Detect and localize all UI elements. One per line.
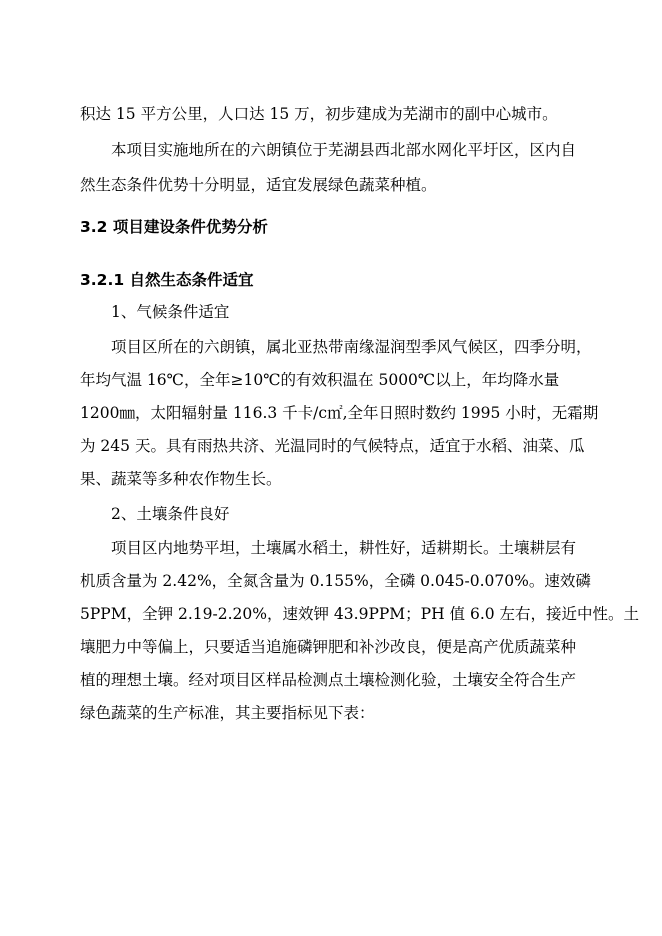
paragraph-line: 1200㎜，太阳辐射量 116.3 千卡/c㎡,全年日照时数约 1995 小时，无霜期	[80, 404, 599, 422]
subtitle-soil: 2、土壤条件良好	[111, 505, 230, 523]
paragraph-line: 绿色蔬菜的生产标准，其主要指标见下表：	[80, 704, 375, 722]
subtitle-climate: 1、气候条件适宜	[111, 303, 230, 321]
paragraph-line: 然生态条件优势十分明显，适宜发展绿色蔬菜种植。	[80, 176, 437, 194]
paragraph-line: 项目区内地势平坦，土壤属水稻土，耕性好，适耕期长。土壤耕层有	[111, 539, 577, 557]
paragraph-line: 果、蔬菜等多种农作物生长。	[80, 470, 282, 488]
paragraph-line: 本项目实施地所在的六朗镇位于芜湖县西北部水网化平圩区，区内自	[111, 141, 577, 159]
paragraph-line: 壤肥力中等偏上，只要适当追施磷钾肥和补沙改良，便是高产优质蔬菜种	[80, 638, 577, 656]
paragraph-line: 年均气温 16℃，全年≥10℃的有效积温在 5000℃以上，年均降水量	[80, 371, 560, 389]
paragraph-line: 植的理想土壤。经对项目区样品检测点土壤检测化验，土壤安全符合生产	[80, 671, 577, 689]
paragraph-line: 为 245 天。具有雨热共济、光温同时的气候特点，适宜于水稻、油菜、瓜	[80, 437, 585, 455]
paragraph-line: 积达 15 平方公里，人口达 15 万，初步建成为芜湖市的副中心城市。	[80, 105, 558, 123]
section-heading-3-2: 3.2 项目建设条件优势分析	[80, 218, 268, 236]
paragraph-line: 项目区所在的六朗镇，属北亚热带南缘湿润型季风气候区，四季分明，	[111, 338, 592, 356]
section-heading-3-2-1: 3.2.1 自然生态条件适宜	[80, 271, 254, 289]
paragraph-line: 5PPM，全钾 2.19-2.20%，速效钾 43.9PPM；PH 值 6.0 左右，接近中性。土	[80, 605, 640, 623]
paragraph-line: 机质含量为 2.42%，全氮含量为 0.155%，全磷 0.045-0.070%。速效磷	[80, 572, 591, 590]
